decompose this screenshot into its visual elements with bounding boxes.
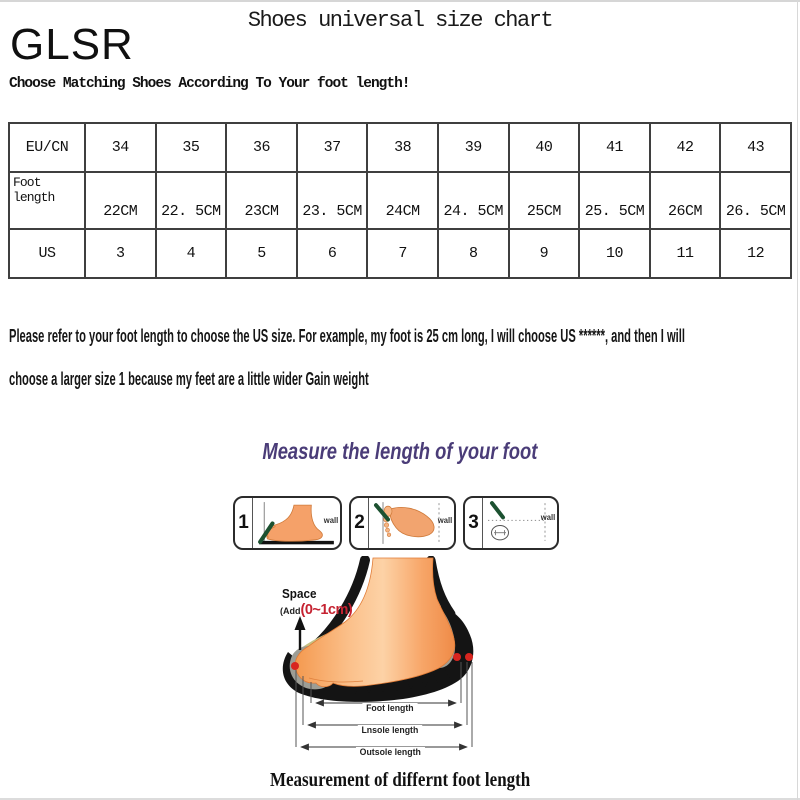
note-line-1: Please refer to your foot length to choose the US size. For example, my foot is 25 cm long, I will choose US ******, and then I will	[9, 326, 685, 346]
step-panel-3	[463, 496, 559, 550]
right-edge-line	[797, 0, 798, 800]
foot-measurement-diagram	[273, 556, 507, 768]
size-row-label: EU/CN	[9, 123, 85, 172]
measure-steps	[233, 496, 559, 550]
wall-label: wall	[540, 512, 556, 522]
size-cell: 11	[650, 229, 721, 278]
size-cell: 10	[579, 229, 650, 278]
size-table-body	[9, 123, 791, 278]
size-cell: 5	[226, 229, 297, 278]
size-cell: 8	[438, 229, 509, 278]
size-cell: 22CM	[85, 172, 156, 229]
wall-label: wall	[323, 515, 339, 525]
size-cell: 34	[85, 123, 156, 172]
size-cell: 38	[367, 123, 438, 172]
size-cell: 40	[509, 123, 580, 172]
note-line-2: choose a larger size 1 because my feet are a little wider Gain weight	[9, 369, 369, 389]
size-cell: 22. 5CM	[156, 172, 227, 229]
measure-heading: Measure the length of your foot	[262, 438, 538, 464]
size-cell: 37	[297, 123, 368, 172]
step-number: 2	[351, 498, 369, 548]
diagram-caption: Measurement of differnt foot length	[269, 769, 531, 791]
space-label: Space	[282, 586, 317, 601]
size-cell: 42	[650, 123, 721, 172]
size-cell: 9	[509, 229, 580, 278]
step-number: 1	[235, 498, 253, 548]
size-cell: 24CM	[367, 172, 438, 229]
page-title: Shoes universal size chart	[247, 8, 553, 33]
size-cell: 39	[438, 123, 509, 172]
size-cell: 3	[85, 229, 156, 278]
size-cell: 36	[226, 123, 297, 172]
size-cell: 25. 5CM	[579, 172, 650, 229]
size-cell: 4	[156, 229, 227, 278]
range-label: (0~1cm)	[300, 602, 353, 618]
subtitle: Choose Matching Shoes According To Your foot length!	[9, 76, 410, 92]
size-row-label: Foot length	[9, 172, 85, 229]
size-cell: 12	[720, 229, 791, 278]
step-panel-1	[233, 496, 342, 550]
outsole-length-arrow-label: Outsole length	[273, 742, 507, 760]
step-panel-2	[349, 496, 456, 550]
size-cell: 7	[367, 229, 438, 278]
top-edge-line	[0, 0, 800, 2]
size-cell: 24. 5CM	[438, 172, 509, 229]
space-add-range	[280, 601, 352, 619]
size-table-row	[9, 229, 791, 278]
size-table-row	[9, 172, 791, 229]
add-label: (Add	[280, 606, 301, 616]
size-table-row	[9, 123, 791, 172]
foot-length-arrow-label: Foot length	[273, 698, 507, 716]
size-cell: 41	[579, 123, 650, 172]
brand-logo: GLSR	[10, 20, 134, 69]
size-cell: 25CM	[509, 172, 580, 229]
step3-measuring-illustration	[483, 498, 557, 548]
size-table	[8, 122, 792, 279]
size-cell: 6	[297, 229, 368, 278]
wall-label: wall	[437, 515, 453, 525]
step-number: 3	[465, 498, 483, 548]
size-cell: 35	[156, 123, 227, 172]
size-cell: 43	[720, 123, 791, 172]
size-row-label: US	[9, 229, 85, 278]
size-cell: 26. 5CM	[720, 172, 791, 229]
size-cell: 23. 5CM	[297, 172, 368, 229]
size-cell: 23CM	[226, 172, 297, 229]
insole-length-arrow-label: Lnsole length	[273, 720, 507, 738]
size-cell: 26CM	[650, 172, 721, 229]
